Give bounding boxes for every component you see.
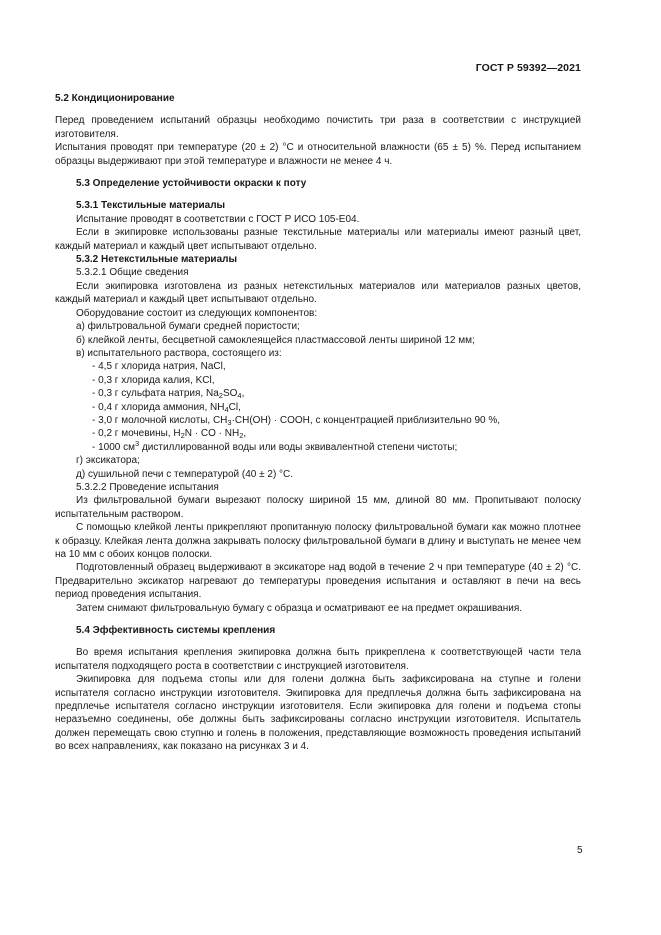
document-header: ГОСТ Р 59392—2021 (475, 62, 581, 74)
section-5-3-2-title: 5.3.2 Нетекстильные материалы (76, 254, 238, 266)
sublist-item: - 1000 $см^3$ дистиллированной воды или воды эквивалентной степени чистоты; (92, 438, 458, 453)
list-item: а) фильтровальной бумаги средней пористости; (76, 321, 300, 333)
sublist-item: - 0,2 г мочевины, $H_2N$ · CO · $NH_2$, (92, 428, 247, 441)
document-body (55, 92, 581, 754)
paragraph: Испытания проводят при температуре (20 ± 2) °С и относительной влажности (65 ± 5) %. Перед испытанием образцы выдерживают при этой температуре и влажности не менее 4 ч. (55, 142, 581, 167)
sublist-item: - 4,5 г хлорида натрия, NaCl, (92, 361, 226, 373)
sublist-item: - 0,3 г сульфата натрия, $Na_2SO_4$, (92, 388, 245, 401)
paragraph: Затем снимают фильтровальную бумагу с образца и осматривают ее на предмет окрашивания. (76, 602, 523, 614)
sublist-item: - 0,3 г хлорида калия, KCl, (92, 374, 215, 386)
paragraph: Оборудование состоит из следующих компонентов: (76, 307, 318, 319)
section-5-2-title: 5.2 Кондиционирование (55, 93, 175, 104)
page-number: 5 (577, 845, 583, 856)
list-item: в) испытательного раствора, состоящего из: (76, 347, 282, 359)
section-5-3-2-2-title: 5.3.2.2 Проведение испытания (76, 481, 219, 493)
paragraph: Перед проведением испытаний образцы необходимо почистить три раза в соответствии с инструкцией изготовителя. (55, 115, 581, 140)
list-item: д) сушильной печи с температурой (40 ± 2) °С. (76, 468, 294, 480)
paragraph: Если в экипировке использованы разные текстильные материалы или материалы имеют разный цвет, каждый материал и каждый цвет испытывают отдельно. (55, 227, 581, 252)
paragraph: Из фильтровальной бумаги вырезают полоску шириной 15 мм, длиной 80 мм. Пропитывают полоску испытательным раствором. (55, 495, 581, 520)
paragraph: Испытание проводят в соответствии с ГОСТ Р ИСО 105-Е04. (76, 213, 360, 225)
sublist-item: - 3,0 г молочной кислоты, $CH_3\cdot CH(OH)$ · COOH, с концентрацией приблизительно 90 %, (92, 414, 501, 427)
section-5-3-2-1-title: 5.3.2.1 Общие сведения (76, 267, 189, 279)
paragraph: Подготовленный образец выдерживают в эксикаторе над водой в течение 2 ч при температуре (40 ± 2) °С. Предварительно эксикатор нагревают до температуры проведения испытания и оставляют в печи на весь период проведения испытания. (55, 562, 581, 601)
list-item: б) клейкой ленты, бесцветной самоклеящейся пластмассовой ленты шириной 12 мм; (76, 334, 475, 346)
section-5-3-1-title: 5.3.1 Текстильные материалы (76, 200, 226, 212)
paragraph: С помощью клейкой ленты прикрепляют пропитанную полоску фильтровальной бумаги как можно плотнее к образцу. Клейкая лента должна закрывать полоску фильтровальной бумаги в длину и выступать не менее чем на 10 мм с обоих концов полоски. (55, 522, 581, 560)
paragraph: Если экипировка изготовлена из разных нетекстильных материалов или материалов разных цветов, каждый материал и каждый цвет испытывают отдельно. (55, 280, 581, 306)
paragraph: Экипировка для подъема стопы или для голени должна быть зафиксирована на ступне и голени испытателя согласно инструкции изготовителя. Экипировка для предплечья должна быть зафиксирована на предплечье испытателя согласно инструкции изготовителя. Если экипировка для голени и подъема стопы неразъемно соединены, обе должны быть зафиксированы согласно инструкции изготовителя. Испытатель должен перемещать свою ступню и голень в положения, представляющие возможность проведения испытаний во всех направлениях, как показано на рисунках 3 и 4. (55, 674, 581, 753)
paragraph: Во время испытания крепления экипировка должна быть прикреплена к соответствующей части тела испытателя подходящего роста в соответствии с инструкцией изготовителя. (55, 647, 581, 672)
sublist-item: - 0,4 г хлорида аммония, $NH_4Cl$, (92, 401, 241, 414)
section-5-4-title: 5.4 Эффективность системы крепления (76, 625, 276, 637)
section-5-3-title: 5.3 Определение устойчивости окраски к поту (76, 178, 307, 190)
list-item: г) эксикатора; (76, 455, 140, 467)
